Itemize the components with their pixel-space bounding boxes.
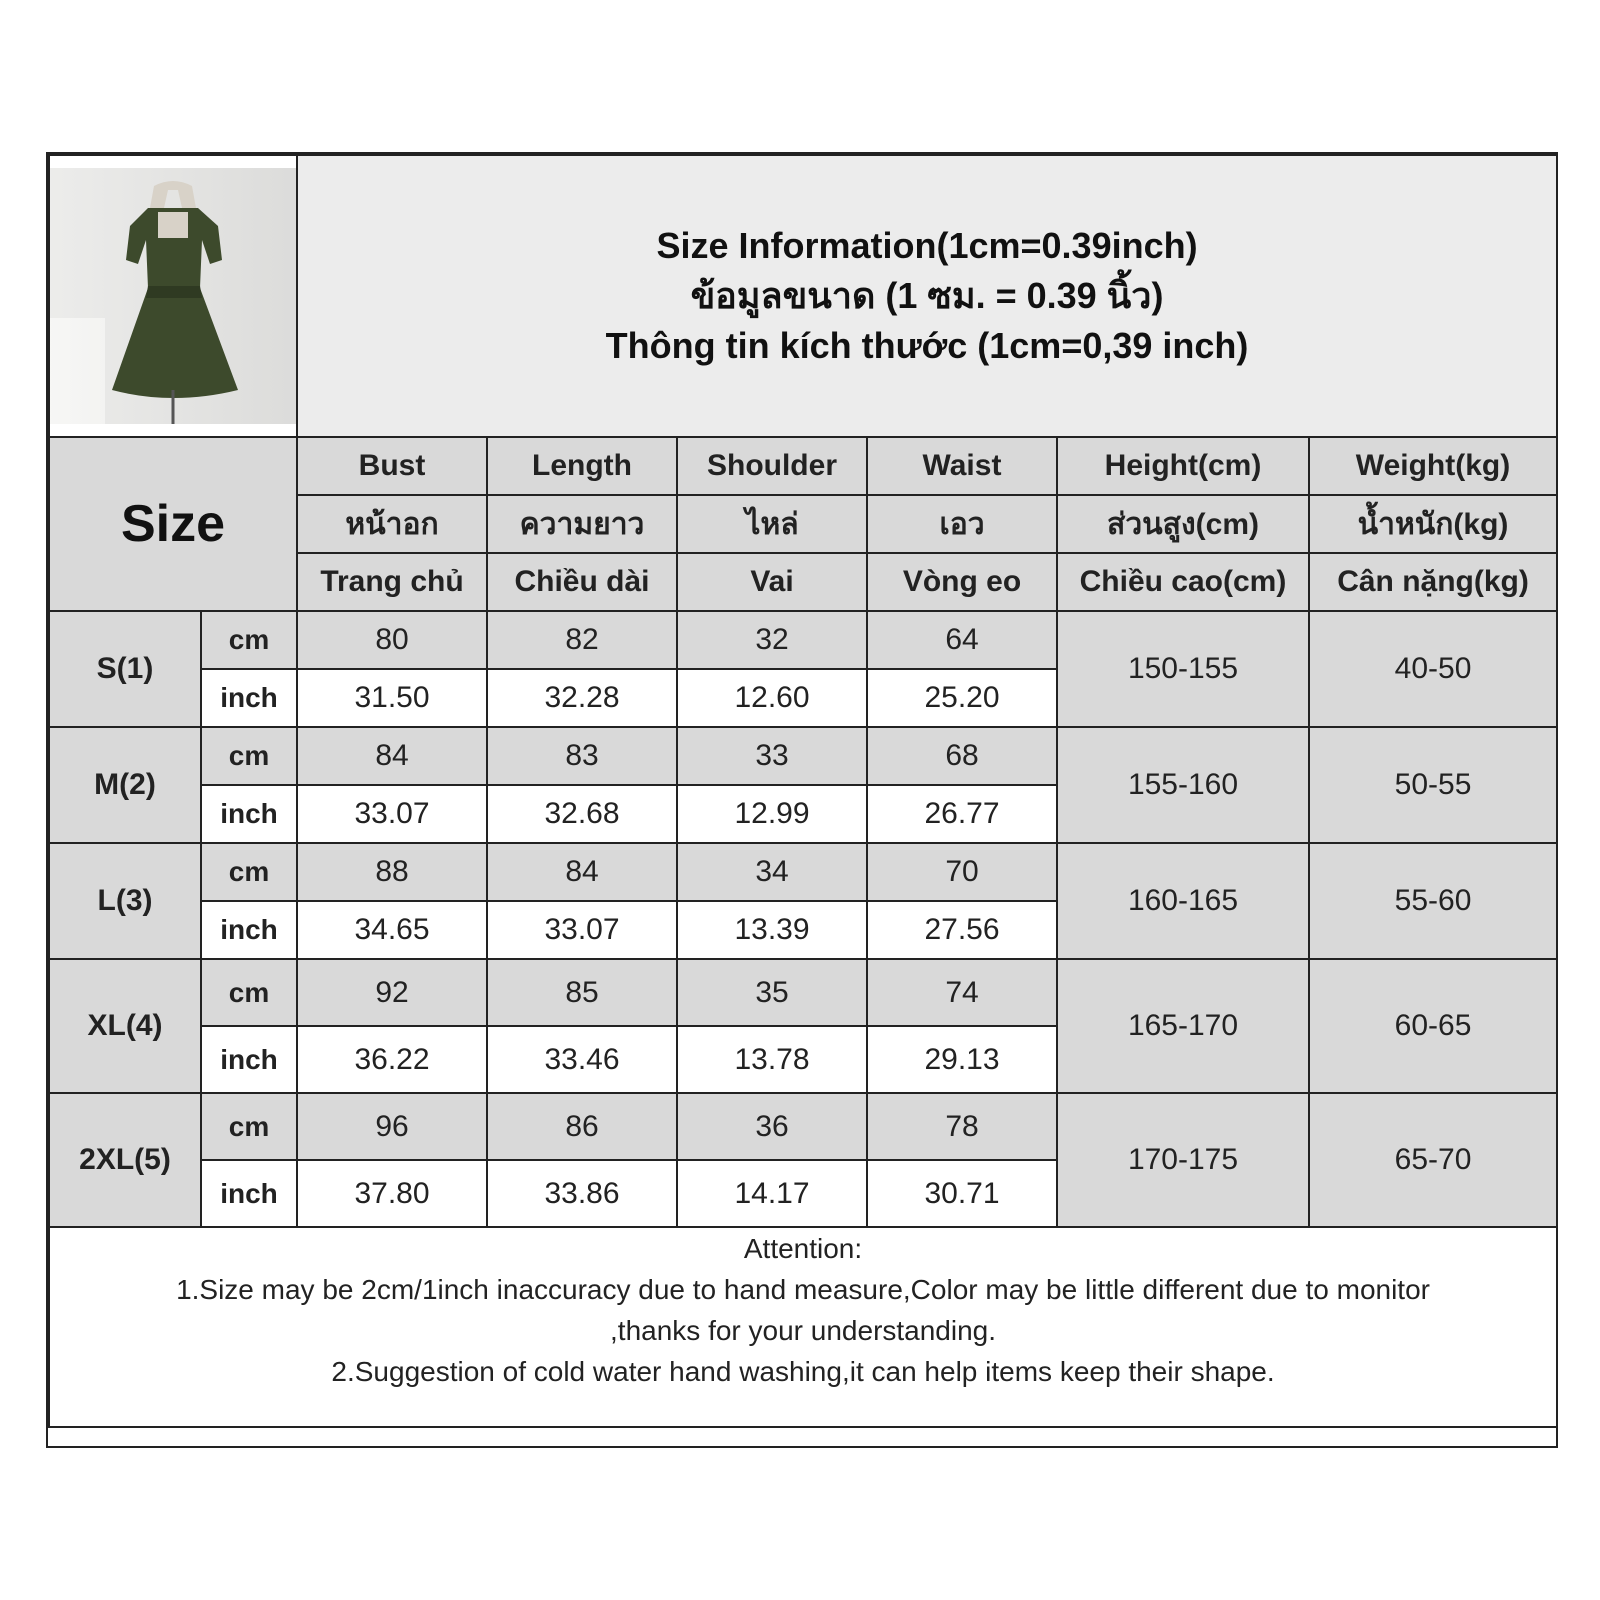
length-inch: 33.86 [487,1160,677,1227]
length-cm: 82 [487,611,677,669]
title-cell [297,155,1557,437]
unit-label: inch [201,1026,297,1093]
col-bust-en: Bust [297,437,487,495]
shoulder-cm: 36 [677,1093,867,1160]
col-weight-en: Weight(kg) [1309,437,1557,495]
size-table [48,154,1558,1428]
length-inch: 32.28 [487,669,677,727]
col-bust-th: หน้าอก [297,495,487,553]
table-row [49,843,1557,901]
length-cm: 83 [487,727,677,785]
bust-inch: 37.80 [297,1160,487,1227]
length-inch: 32.68 [487,785,677,843]
height-range: 155-160 [1057,727,1309,843]
bust-cm: 84 [297,727,487,785]
col-waist-en: Waist [867,437,1057,495]
height-range: 150-155 [1057,611,1309,727]
notes-heading: Attention: [743,1233,863,1264]
col-height-en: Height(cm) [1057,437,1309,495]
size-label: M(2) [49,727,201,843]
height-range: 165-170 [1057,959,1309,1093]
table-row [49,959,1557,1026]
unit-label: cm [201,1093,297,1160]
unit-label: cm [201,611,297,669]
notes-row [49,1227,1557,1427]
col-shoulder-vi: Vai [677,553,867,611]
col-shoulder-th: ไหล่ [677,495,867,553]
bust-cm: 80 [297,611,487,669]
bust-inch: 33.07 [297,785,487,843]
col-length-vi: Chiều dài [487,553,677,611]
shoulder-inch: 12.99 [677,785,867,843]
col-waist-vi: Vòng eo [867,553,1057,611]
unit-label: inch [201,785,297,843]
col-bust-vi: Trang chủ [297,553,487,611]
weight-range: 65-70 [1309,1093,1557,1227]
title-row [49,155,1557,437]
shoulder-cm: 35 [677,959,867,1026]
col-height-vi: Chiều cao(cm) [1057,553,1309,611]
title-vietnamese: Thông tin kích thước (1cm=0,39 inch) [605,325,1249,366]
shoulder-cm: 33 [677,727,867,785]
length-inch: 33.07 [487,901,677,959]
attention-notes [49,1227,1557,1427]
size-header: Size [49,437,297,611]
waist-cm: 70 [867,843,1057,901]
waist-cm: 68 [867,727,1057,785]
green-square-neck-dress-photo [50,168,296,424]
size-label: XL(4) [49,959,201,1093]
size-label: 2XL(5) [49,1093,201,1227]
weight-range: 50-55 [1309,727,1557,843]
bust-inch: 34.65 [297,901,487,959]
table-row [49,1093,1557,1160]
waist-inch: 25.20 [867,669,1057,727]
bust-cm: 96 [297,1093,487,1160]
bust-inch: 31.50 [297,669,487,727]
shoulder-inch: 14.17 [677,1160,867,1227]
shoulder-cm: 34 [677,843,867,901]
weight-range: 55-60 [1309,843,1557,959]
col-waist-th: เอว [867,495,1057,553]
shoulder-cm: 32 [677,611,867,669]
shoulder-inch: 12.60 [677,669,867,727]
size-label: L(3) [49,843,201,959]
length-cm: 86 [487,1093,677,1160]
size-label: S(1) [49,611,201,727]
bust-cm: 88 [297,843,487,901]
unit-label: inch [201,1160,297,1227]
bust-inch: 36.22 [297,1026,487,1093]
waist-inch: 30.71 [867,1160,1057,1227]
col-weight-vi: Cân nặng(kg) [1309,553,1557,611]
height-range: 170-175 [1057,1093,1309,1227]
product-photo-cell [49,155,297,437]
waist-inch: 26.77 [867,785,1057,843]
length-cm: 85 [487,959,677,1026]
notes-line-1: 1.Size may be 2cm/1inch inaccuracy due to hand measure,Color may be little different due to monitor [176,1274,1430,1305]
waist-cm: 74 [867,959,1057,1026]
notes-line-2: ,thanks for your understanding. [610,1315,997,1346]
header-row-en [49,437,1557,495]
waist-inch: 29.13 [867,1026,1057,1093]
waist-cm: 78 [867,1093,1057,1160]
col-height-th: ส่วนสูง(cm) [1057,495,1309,553]
notes-line-3: 2.Suggestion of cold water hand washing,it can help items keep their shape. [331,1356,1275,1387]
unit-label: inch [201,669,297,727]
title-english: Size Information(1cm=0.39inch) [656,225,1198,266]
shoulder-inch: 13.39 [677,901,867,959]
weight-range: 60-65 [1309,959,1557,1093]
unit-label: cm [201,843,297,901]
table-row [49,727,1557,785]
unit-label: inch [201,901,297,959]
weight-range: 40-50 [1309,611,1557,727]
waist-inch: 27.56 [867,901,1057,959]
length-cm: 84 [487,843,677,901]
col-shoulder-en: Shoulder [677,437,867,495]
title-thai: ข้อมูลขนาด (1 ซม. = 0.39 นิ้ว) [690,275,1164,316]
col-length-en: Length [487,437,677,495]
table-row [49,611,1557,669]
col-length-th: ความยาว [487,495,677,553]
length-inch: 33.46 [487,1026,677,1093]
unit-label: cm [201,727,297,785]
waist-cm: 64 [867,611,1057,669]
height-range: 160-165 [1057,843,1309,959]
unit-label: cm [201,959,297,1026]
bust-cm: 92 [297,959,487,1026]
size-chart [46,152,1558,1448]
col-weight-th: น้ำหนัก(kg) [1309,495,1557,553]
shoulder-inch: 13.78 [677,1026,867,1093]
